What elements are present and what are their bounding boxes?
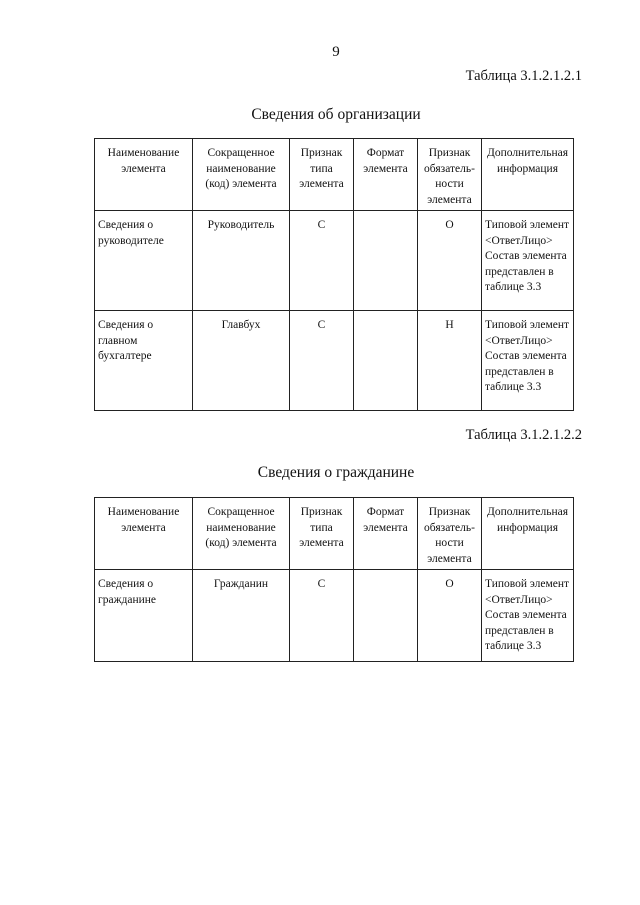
table-cell: О [418, 570, 482, 662]
table-cell: Сведения о руководителе [95, 211, 193, 311]
header-cell-required: Признак обязатель-ности элемента [418, 139, 482, 211]
table-row [95, 570, 574, 662]
table-2-id: Таблица 3.1.2.1.2.2 [465, 427, 582, 443]
table-organization-info [94, 138, 574, 411]
table-cell: Типовой элемент <ОтветЛицо> Состав элемента представлен в таблице 3.3 [482, 311, 574, 411]
table-cell [354, 311, 418, 411]
table-cell: С [290, 311, 354, 411]
header-cell-code: Сокращенное наименование (код) элемента [193, 139, 290, 211]
table-cell: Руководитель [193, 211, 290, 311]
table-cell: Гражданин [193, 570, 290, 662]
table-cell [354, 211, 418, 311]
table-cell: Главбух [193, 311, 290, 411]
table-row [95, 211, 574, 311]
table-cell: С [290, 211, 354, 311]
table-cell: С [290, 570, 354, 662]
header-cell-info: Дополнительная информация [482, 139, 574, 211]
table-citizen-info [94, 497, 574, 662]
table-row [95, 311, 574, 411]
page-number: 9 [332, 44, 340, 60]
header-cell-type: Признак типа элемента [290, 498, 354, 570]
table-cell: Н [418, 311, 482, 411]
table-cell: Сведения о главном бухгалтере [95, 311, 193, 411]
table-cell: О [418, 211, 482, 311]
header-cell-name: Наименование элемента [95, 498, 193, 570]
table-header-row [95, 498, 574, 570]
header-cell-info: Дополнительная информация [482, 498, 574, 570]
header-cell-format: Формат элемента [354, 139, 418, 211]
header-cell-format: Формат элемента [354, 498, 418, 570]
table-cell: Сведения о гражданине [95, 570, 193, 662]
table-1-title: Сведения об организации [251, 106, 421, 123]
table-2-title: Сведения о гражданине [257, 464, 415, 481]
header-cell-code: Сокращенное наименование (код) элемента [193, 498, 290, 570]
header-cell-type: Признак типа элемента [290, 139, 354, 211]
table-cell [354, 570, 418, 662]
header-cell-name: Наименование элемента [95, 139, 193, 211]
table-cell: Типовой элемент <ОтветЛицо> Состав элемента представлен в таблице 3.3 [482, 211, 574, 311]
table-1-id: Таблица 3.1.2.1.2.1 [465, 68, 582, 84]
table-header-row [95, 139, 574, 211]
table-cell: Типовой элемент <ОтветЛицо> Состав элемента представлен в таблице 3.3 [482, 570, 574, 662]
header-cell-required: Признак обязатель-ности элемента [418, 498, 482, 570]
